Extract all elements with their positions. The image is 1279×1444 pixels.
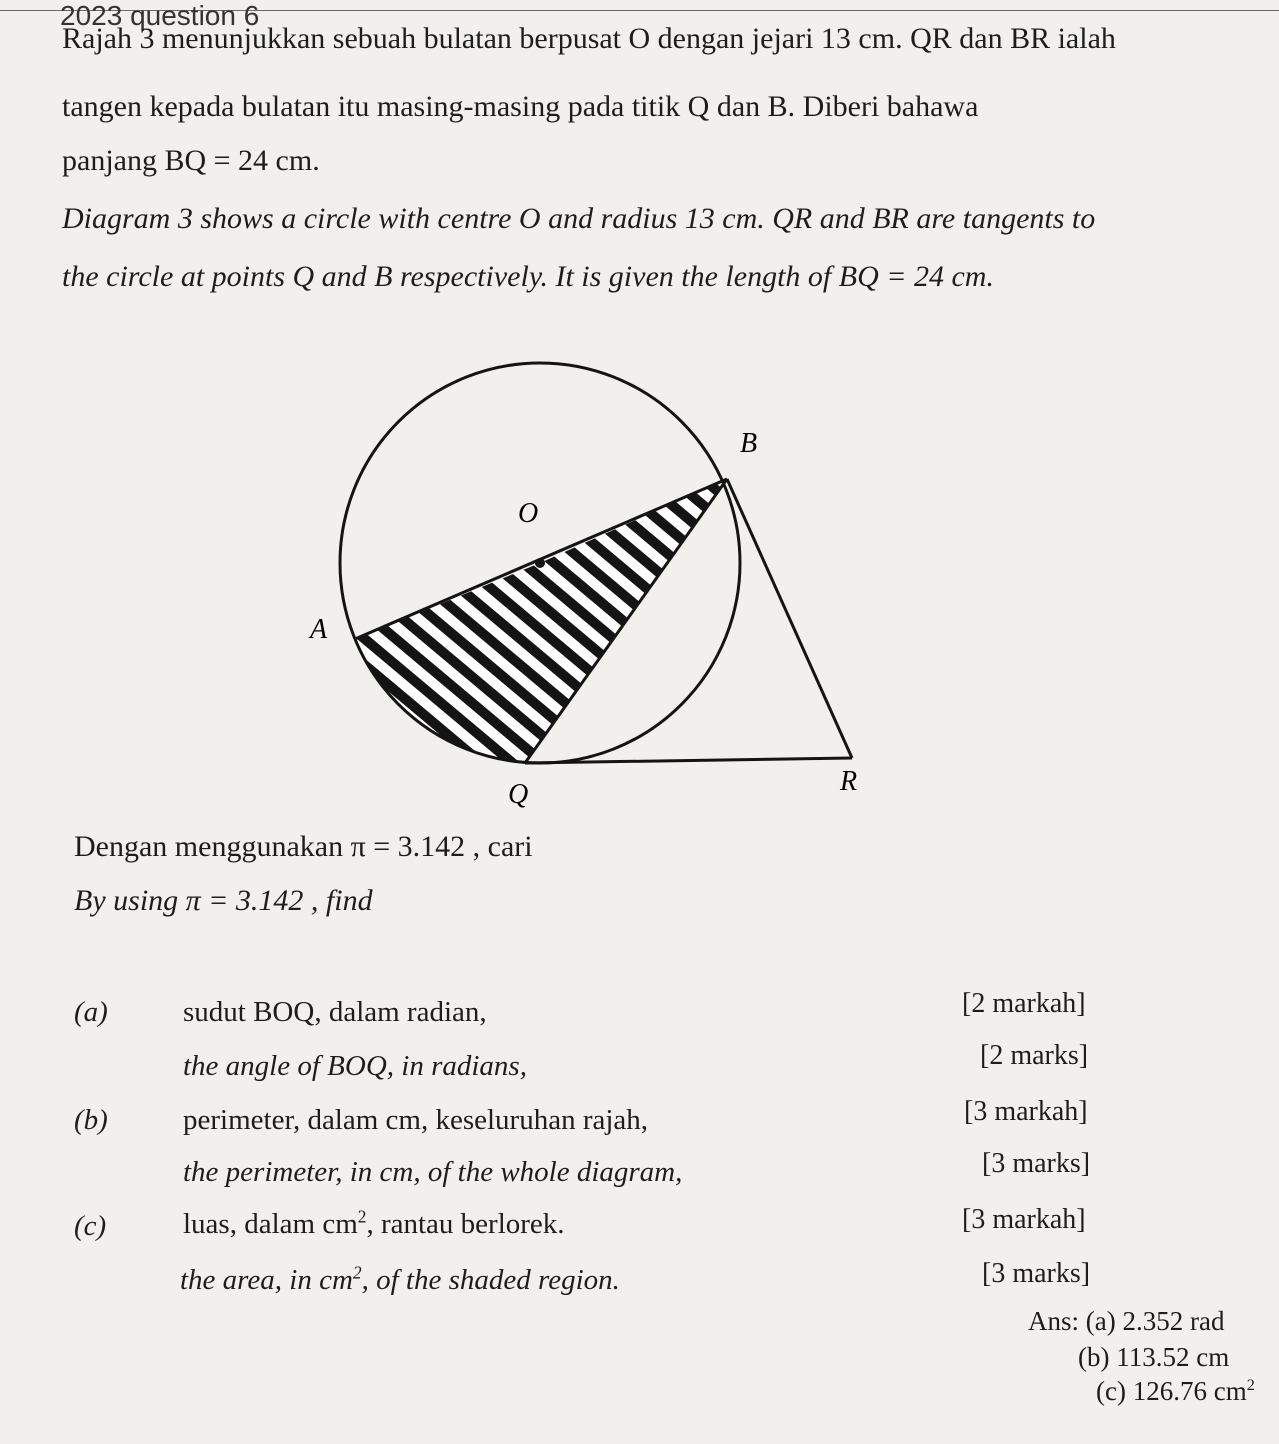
- diagram-3: [300, 330, 900, 810]
- label-A: A: [310, 614, 328, 645]
- centre-point-O: [535, 558, 545, 568]
- question-b-malay-marks: [3 markah]: [964, 1096, 1088, 1127]
- label-O: O: [518, 498, 539, 529]
- label-Q: Q: [508, 779, 529, 810]
- using-pi-malay: Dengan menggunakan π = 3.142 , cari: [74, 830, 533, 863]
- question-a-english: the angle of BOQ, in radians,: [183, 1050, 527, 1082]
- label-R: R: [840, 766, 858, 797]
- question-a-english-marks: [2 marks]: [980, 1040, 1089, 1071]
- question-c-letter: (c): [74, 1210, 107, 1242]
- malay-intro-line-2: tangen kepada bulatan itu masing-masing pada titik Q dan B. Diberi bahawa: [62, 90, 979, 123]
- question-c-english: the area, in $cm^2$, of the shaded region.: [180, 1262, 620, 1296]
- question-b-english-marks: [3 marks]: [982, 1148, 1091, 1179]
- question-b-english: the perimeter, in cm, of the whole diagram,: [183, 1156, 683, 1188]
- answer-c: (c) 126.76 $cm^2$: [1096, 1376, 1255, 1406]
- page-header: 2023 question 6: [60, 0, 260, 31]
- using-pi-english: By using π = 3.142 , find: [74, 884, 373, 917]
- english-intro-line-2: the circle at points Q and B respectively. It is given the length of BQ = 24 cm.: [62, 260, 994, 293]
- question-a-letter: (a): [74, 996, 108, 1028]
- question-a-malay: sudut BOQ, dalam radian,: [183, 996, 487, 1028]
- question-b-malay: perimeter, dalam cm, keseluruhan rajah,: [183, 1104, 649, 1136]
- question-a-malay-marks: [2 markah]: [962, 988, 1086, 1019]
- label-B: B: [740, 428, 758, 459]
- tangent-BR: [727, 479, 852, 758]
- answer-b: (b) 113.52 cm: [1078, 1342, 1230, 1372]
- question-b-letter: (b): [74, 1104, 108, 1136]
- english-intro-line-1: Diagram 3 shows a circle with centre O and radius 13 cm. QR and BR are tangents to: [62, 202, 1096, 235]
- malay-intro-line-3: panjang BQ = 24 cm.: [62, 144, 320, 177]
- question-c-malay-marks: [3 markah]: [962, 1204, 1086, 1235]
- question-c-english-marks: [3 marks]: [982, 1258, 1091, 1289]
- shaded-region: [355, 479, 727, 763]
- answer-a: Ans: (a) 2.352 rad: [1028, 1306, 1225, 1336]
- malay-intro-line-1: Rajah 3 menunjukkan sebuah bulatan berpusat O dengan jejari 13 cm. QR dan BR ialah: [62, 22, 1116, 55]
- question-c-malay: luas, dalam $cm^2$, rantau berlorek.: [183, 1206, 565, 1240]
